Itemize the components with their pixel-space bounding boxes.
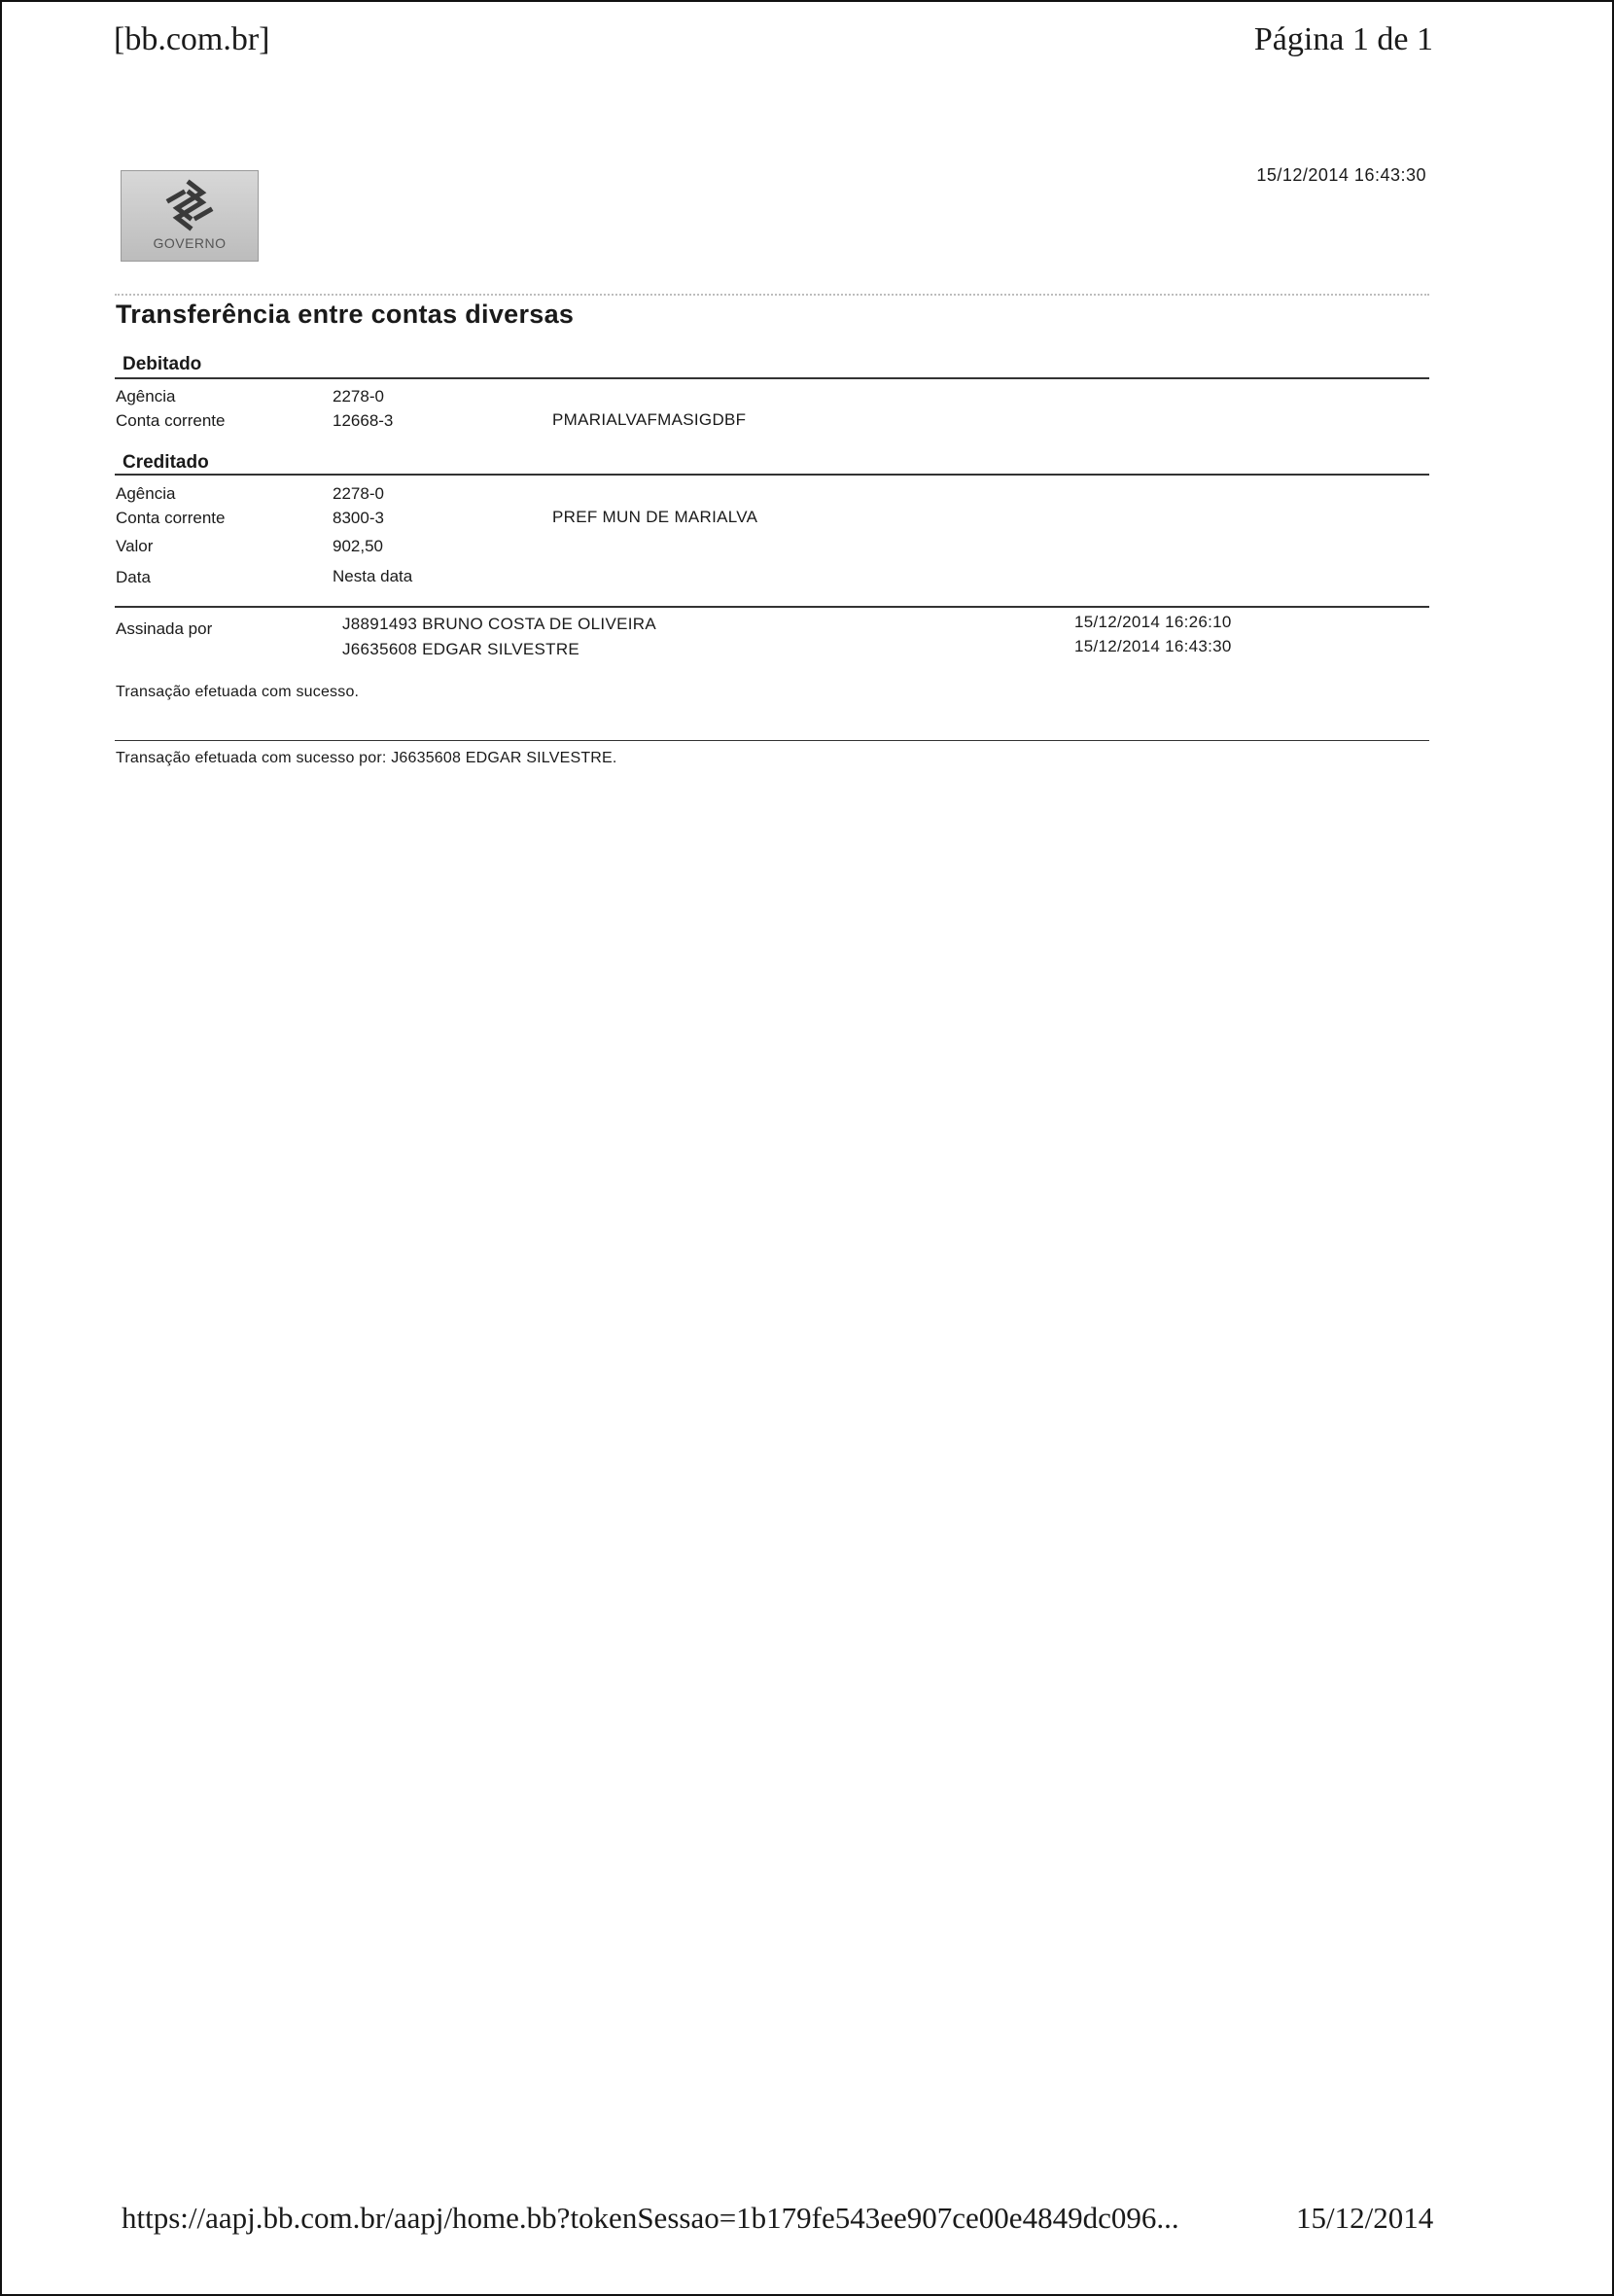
value-account-holder: PREF MUN DE MARIALVA	[552, 508, 758, 526]
header-timestamp: 15/12/2014 16:43:30	[1256, 165, 1426, 185]
signatures-divider	[115, 606, 1429, 608]
label-data: Data	[116, 568, 151, 586]
banco-do-brasil-logo-icon	[163, 179, 216, 231]
status-divider	[115, 740, 1429, 741]
logo-text: GOVERNO	[153, 235, 227, 251]
label-agencia: Agência	[116, 387, 176, 406]
bank-logo	[121, 170, 259, 262]
label-agencia: Agência	[116, 484, 176, 503]
section-divider	[115, 474, 1429, 476]
header-divider	[115, 294, 1429, 296]
label-assinada-por: Assinada por	[116, 619, 213, 638]
value-conta-corrente: 8300-3	[333, 509, 384, 527]
status-message: Transação efetuada com sucesso.	[116, 684, 360, 700]
header-site: [bb.com.br]	[114, 21, 270, 57]
signer-name: J6635608 EDGAR SILVESTRE	[342, 640, 580, 658]
value-valor: 902,50	[333, 537, 383, 555]
value-agencia: 2278-0	[333, 387, 384, 406]
signer-datetime: 15/12/2014 16:26:10	[1074, 613, 1232, 631]
label-conta-corrente: Conta corrente	[116, 509, 226, 527]
value-account-holder: PMARIALVAFMASIGDBF	[552, 410, 747, 429]
signer-name: J8891493 BRUNO COSTA DE OLIVEIRA	[342, 615, 656, 633]
footer-date: 15/12/2014	[1296, 2201, 1434, 2235]
section-heading-debitado: Debitado	[123, 354, 202, 374]
label-conta-corrente: Conta corrente	[116, 411, 226, 430]
status-footer: Transação efetuada com sucesso por: J6635608 EDGAR SILVESTRE.	[116, 750, 617, 766]
signer-datetime: 15/12/2014 16:43:30	[1074, 637, 1232, 655]
label-valor: Valor	[116, 537, 154, 555]
value-conta-corrente: 12668-3	[333, 411, 394, 430]
page-indicator: Página 1 de 1	[1253, 21, 1433, 57]
value-agencia: 2278-0	[333, 484, 384, 503]
footer-url: https://aapj.bb.com.br/aapj/home.bb?tokenSessao=1b179fe543ee907ce00e4849dc096...	[122, 2201, 1179, 2235]
page-title: Transferência entre contas diversas	[116, 300, 575, 329]
section-divider	[115, 377, 1429, 379]
value-data: Nesta data	[333, 567, 413, 585]
section-heading-creditado: Creditado	[123, 452, 209, 473]
